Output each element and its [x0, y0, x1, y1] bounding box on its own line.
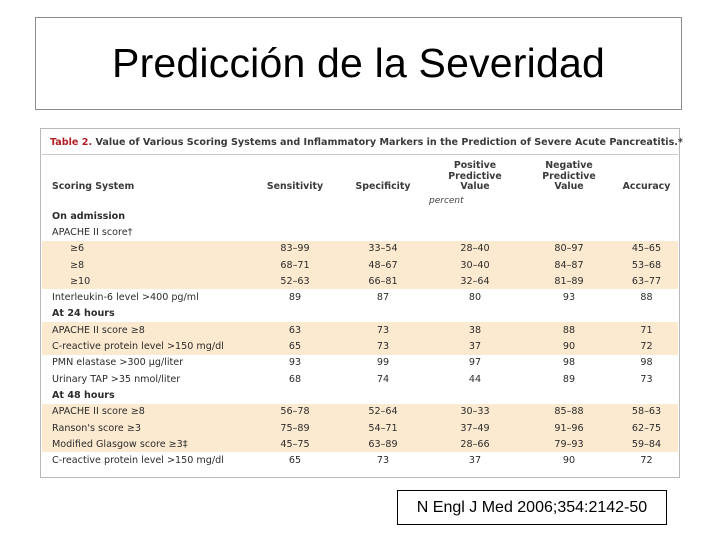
row-label: ≥8: [42, 257, 251, 273]
cell-value: [427, 387, 523, 403]
slide-title-box: [35, 17, 682, 110]
cell-value: 91–96: [523, 420, 615, 436]
table-row: [42, 355, 678, 371]
cell-value: 54–71: [339, 420, 427, 436]
col-header-sensitivity: Sensitivity: [266, 180, 324, 192]
cell-value: 52–64: [339, 404, 427, 420]
cell-value: [615, 208, 678, 224]
table-row: [42, 436, 678, 452]
cell-value: 68: [288, 373, 302, 385]
unit-row: [42, 194, 678, 208]
cell-value: 73: [640, 373, 653, 385]
cell-value: 80: [468, 292, 482, 304]
cell-value: 48–67: [339, 257, 427, 273]
cell-value: 98: [640, 357, 653, 369]
col-header-scoring-system: Scoring System: [52, 180, 135, 192]
col-header-npv: [523, 156, 615, 194]
cell-value: 71: [615, 322, 678, 338]
cell-value: 93: [288, 357, 302, 369]
cell-value: 81–89: [523, 273, 615, 289]
cell-value: 73: [339, 322, 427, 338]
cell-value: 65: [251, 338, 339, 354]
cell-value: [339, 224, 427, 240]
cell-value: 63: [251, 322, 339, 338]
section-label: At 24 hours: [52, 308, 115, 320]
cell-value: [615, 224, 678, 240]
cell-value: [251, 306, 339, 322]
cell-value: 32–64: [427, 273, 523, 289]
col-header-accuracy: Accuracy: [622, 180, 671, 192]
cell-value: [251, 387, 339, 403]
table-row: [42, 338, 678, 354]
cell-value: 85–88: [523, 404, 615, 420]
cell-value: 45–75: [251, 436, 339, 452]
table-row: [42, 404, 678, 420]
section-label: At 48 hours: [52, 389, 115, 401]
table-row: [42, 289, 678, 305]
cell-value: 75–89: [251, 420, 339, 436]
col-header-npv-text: Negative Predictive Value: [542, 160, 596, 192]
cell-value: 37: [427, 338, 523, 354]
cell-value: 79–93: [523, 436, 615, 452]
cell-value: [615, 387, 678, 403]
cell-value: 88: [640, 292, 653, 304]
cell-value: 45–65: [615, 241, 678, 257]
table-caption: [50, 137, 683, 148]
row-label: APACHE II score ≥8: [42, 322, 251, 338]
cell-value: 90: [523, 338, 615, 354]
cell-value: 90: [562, 455, 576, 467]
row-label: ≥6: [42, 241, 251, 257]
table-body: [42, 208, 678, 469]
cell-value: 88: [523, 322, 615, 338]
table-row: [42, 371, 678, 387]
unit-label: percent: [429, 196, 464, 206]
cell-value: 74: [376, 373, 390, 385]
cell-value: 56–78: [251, 404, 339, 420]
cell-value: 30–40: [427, 257, 523, 273]
cell-value: 73: [376, 455, 390, 467]
cell-value: 87: [376, 292, 390, 304]
table-label: Table 2.: [50, 137, 93, 148]
caption-divider: [42, 154, 678, 155]
table-row: [42, 322, 678, 338]
cell-value: 52–63: [251, 273, 339, 289]
cell-value: [615, 306, 678, 322]
cell-value: [427, 224, 523, 240]
cell-value: 33–54: [339, 241, 427, 257]
table-row: [42, 420, 678, 436]
cell-value: 63–89: [339, 436, 427, 452]
cell-value: [523, 208, 615, 224]
cell-value: 37: [468, 455, 482, 467]
table-header-row: [42, 156, 678, 194]
row-label: C-reactive protein level >150 mg/dl: [42, 338, 251, 354]
table-row: [42, 387, 678, 403]
cell-value: [427, 306, 523, 322]
cell-value: 73: [339, 338, 427, 354]
slide-title: Predicción de la Severidad: [112, 40, 605, 86]
cell-value: 37–49: [427, 420, 523, 436]
cell-value: [427, 208, 523, 224]
cell-value: 62–75: [615, 420, 678, 436]
row-label: C-reactive protein level >150 mg/dl: [52, 455, 224, 467]
cell-value: [339, 208, 427, 224]
cell-value: 68–71: [251, 257, 339, 273]
table-figure: [40, 128, 683, 478]
cell-value: 58–63: [615, 404, 678, 420]
table-row: [42, 208, 678, 224]
table-row: [42, 306, 678, 322]
cell-value: 98: [562, 357, 576, 369]
cell-value: [523, 306, 615, 322]
citation-text: N Engl J Med 2006;354:2142-50: [416, 498, 648, 516]
table-caption-text: Value of Various Scoring Systems and Inflammatory Markers in the Prediction of Severe Acute Pancreatitis.*: [92, 137, 683, 148]
citation-box: [397, 490, 667, 525]
table-row: [42, 273, 678, 289]
cell-value: 99: [376, 357, 390, 369]
cell-value: 72: [615, 338, 678, 354]
table-row: [42, 241, 678, 257]
section-label: On admission: [52, 210, 126, 222]
col-header-ppv-text: Positive Predictive Value: [448, 160, 502, 192]
scoring-table: [42, 156, 678, 469]
cell-value: 59–84: [615, 436, 678, 452]
row-label: APACHE II score ≥8: [42, 404, 251, 420]
cell-value: 65: [288, 455, 302, 467]
cell-value: 84–87: [523, 257, 615, 273]
cell-value: [339, 387, 427, 403]
table-row: [42, 452, 678, 468]
row-label: Modified Glasgow score ≥3‡: [42, 436, 251, 452]
cell-value: 72: [640, 455, 653, 467]
cell-value: 63–77: [615, 273, 678, 289]
cell-value: 66–81: [339, 273, 427, 289]
cell-value: 93: [562, 292, 576, 304]
cell-value: [523, 224, 615, 240]
row-label: Ranson's score ≥3: [42, 420, 251, 436]
table-row: [42, 224, 678, 240]
cell-value: 30–33: [427, 404, 523, 420]
col-header-specificity: Specificity: [355, 180, 411, 192]
cell-value: [339, 306, 427, 322]
row-label: PMN elastase >300 µg/liter: [52, 357, 184, 369]
cell-value: [523, 387, 615, 403]
row-label: ≥10: [42, 273, 251, 289]
table-row: [42, 257, 678, 273]
row-label: APACHE II score†: [52, 226, 133, 238]
cell-value: 44: [468, 373, 482, 385]
cell-value: 89: [288, 292, 302, 304]
cell-value: 28–40: [427, 241, 523, 257]
row-label: Urinary TAP >35 nmol/liter: [52, 373, 181, 385]
cell-value: [251, 224, 339, 240]
cell-value: 97: [468, 357, 482, 369]
cell-value: 83–99: [251, 241, 339, 257]
cell-value: 38: [427, 322, 523, 338]
cell-value: [251, 208, 339, 224]
cell-value: 53–68: [615, 257, 678, 273]
col-header-ppv: [427, 156, 523, 194]
cell-value: 89: [562, 373, 576, 385]
row-label: Interleukin-6 level >400 pg/ml: [52, 292, 199, 304]
cell-value: 28–66: [427, 436, 523, 452]
cell-value: 80–97: [523, 241, 615, 257]
